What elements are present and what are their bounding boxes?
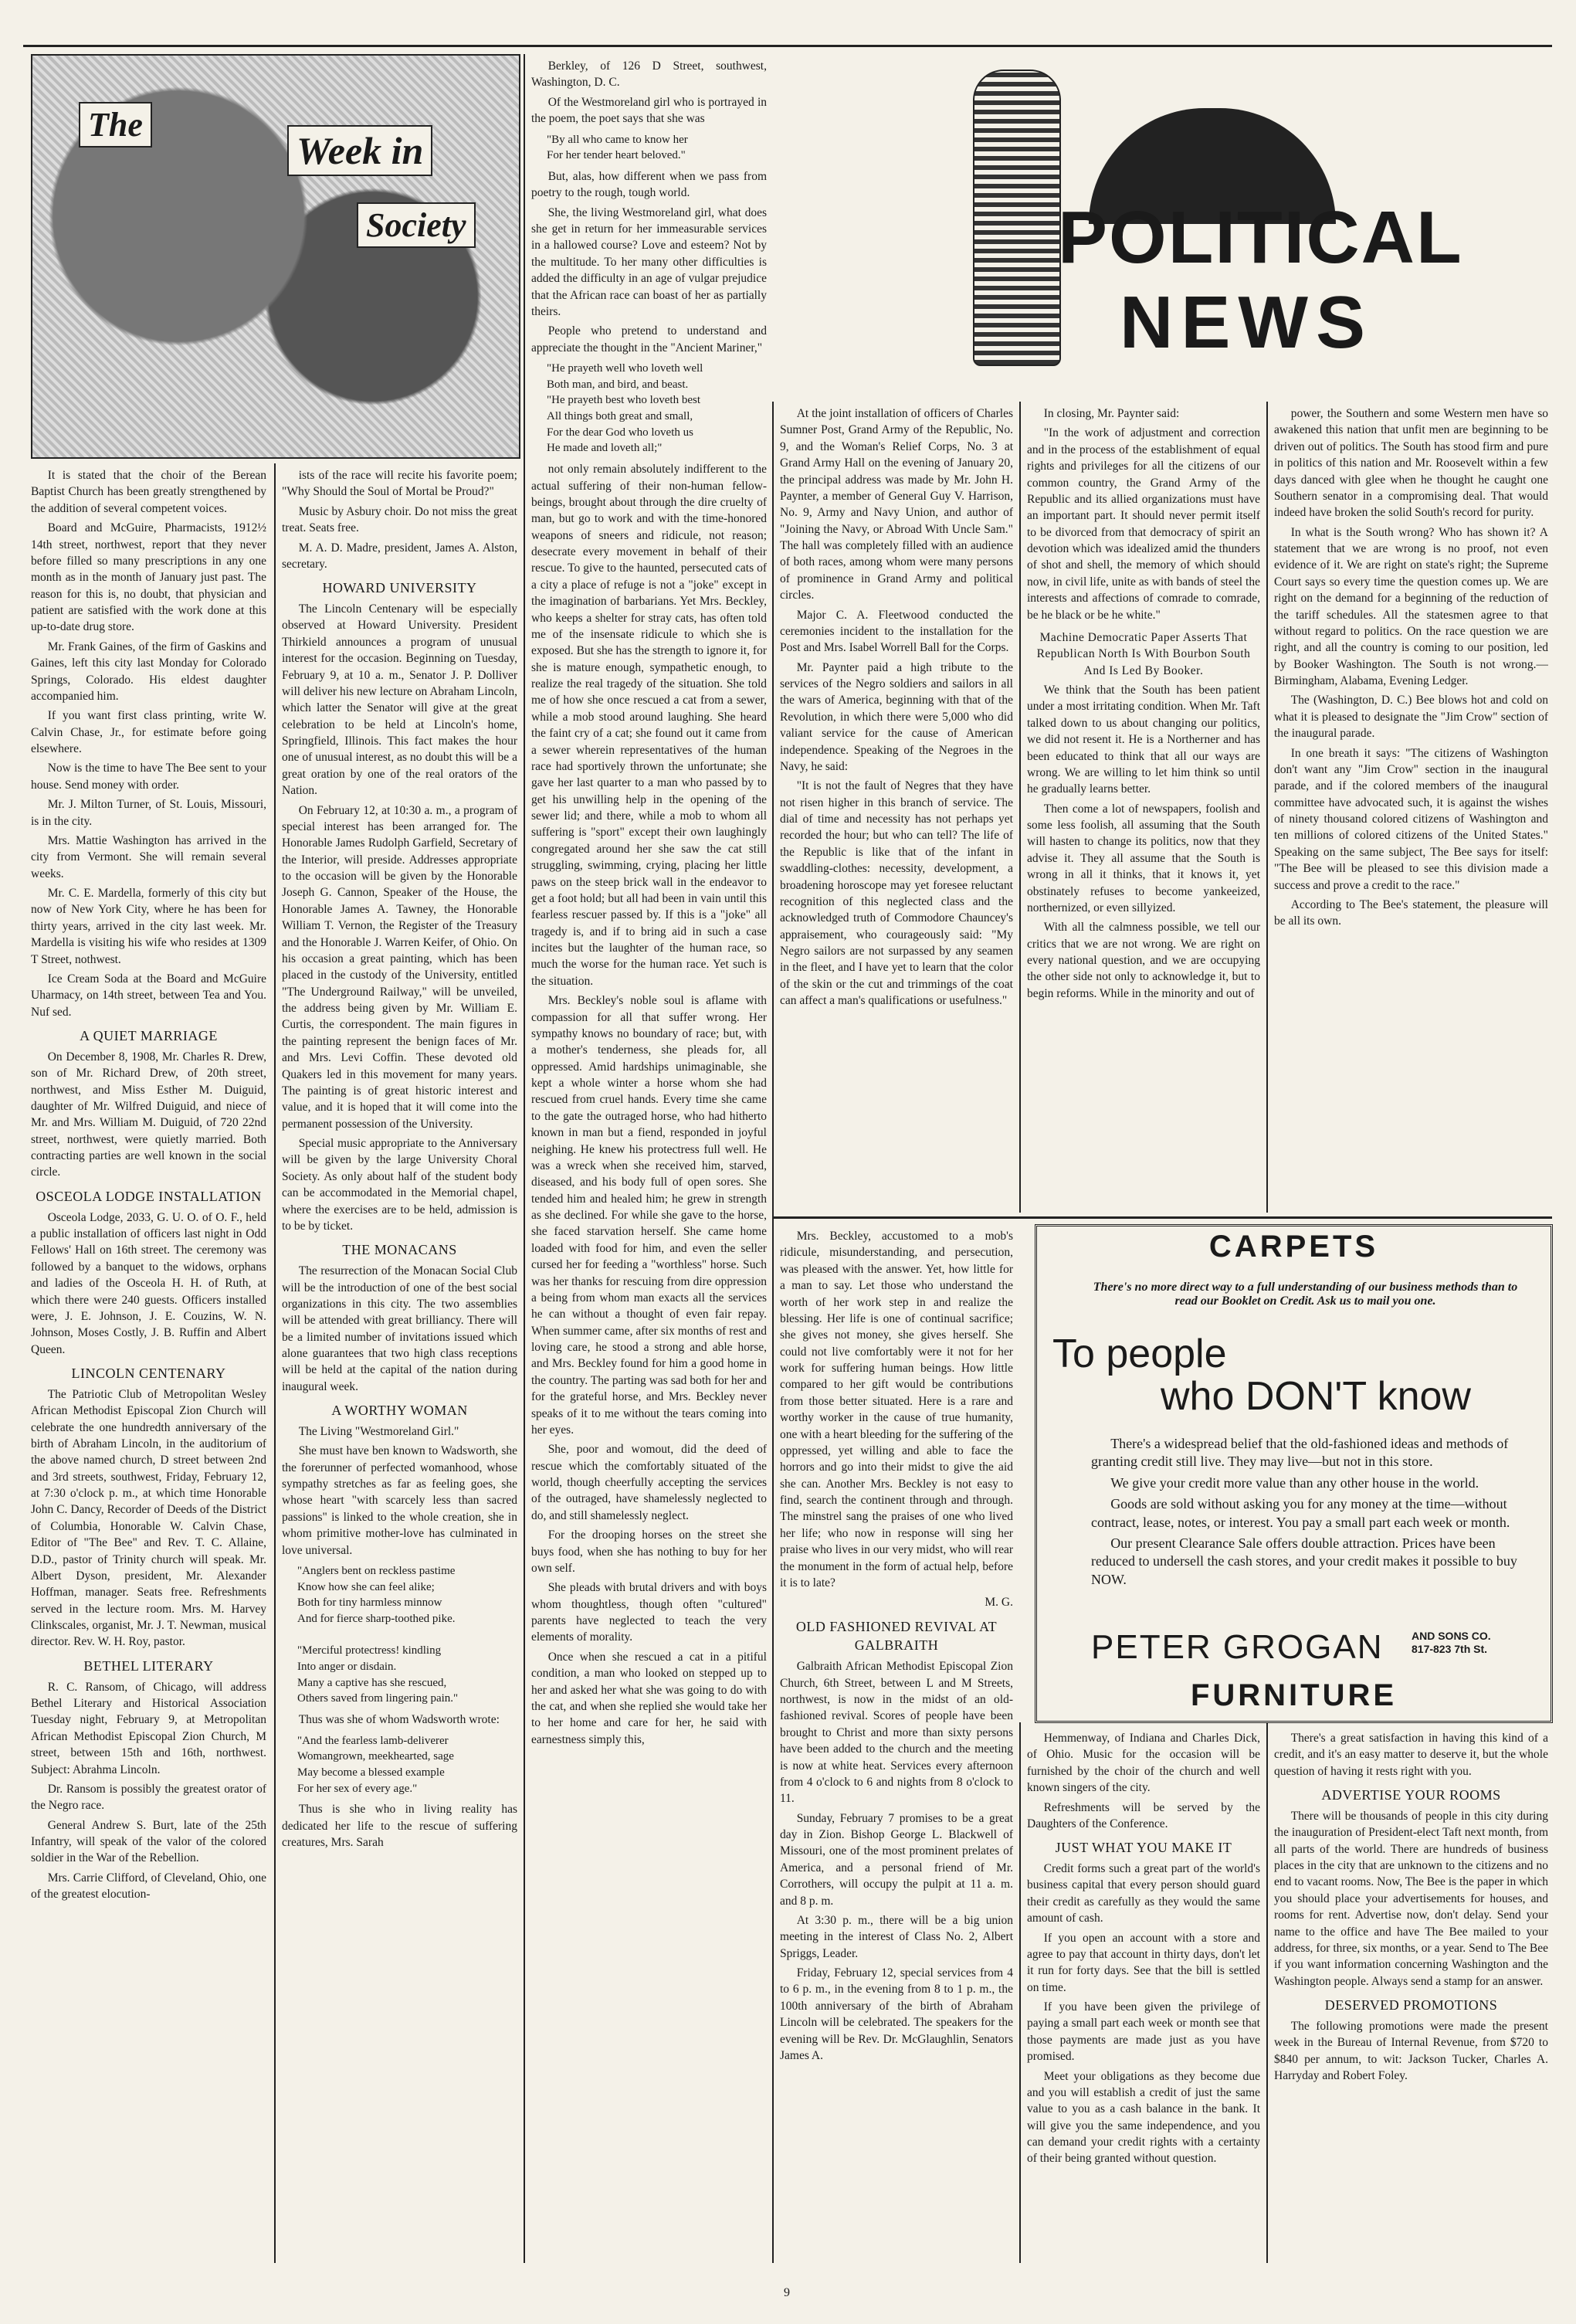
paragraph: power, the Southern and some Western men have so awakened this nation that unfit men are beginning to be driven out of politics. The South has stood firm and pure in politics of this nation and Mr. Roosevelt within a few days danced with glee when he thought he caught one Southern senator in a compromising deal. That would indeed have broken the solid South's record for purity. — [1274, 407, 1548, 520]
heading: LINCOLN CENTENARY — [71, 1366, 226, 1382]
paragraph: General Andrew S. Burt, late of the 25th Infantry, will speak of the valor of the colored soldier in the War of the Rebellion. — [31, 1818, 266, 1865]
paragraph: ists of the race will recite his favorite poem; "Why Should the Soul of Mortal be Proud?" — [282, 469, 517, 499]
paragraph: She pleads with brutal drivers and with boys whom thoughtless, though often "cultured" parents have neglected to teach the very elements of morality. — [531, 1581, 767, 1644]
page-number: 9 — [784, 2286, 790, 2299]
paragraph: Mrs. Mattie Washington has arrived in the city from Vermont. She will remain several weeks. — [31, 833, 266, 880]
paragraph: She, the living Westmoreland girl, what does she get in return for her immeasurable services in a hallowed course? Love and esteem? Not by the multitude. To her many other difficulties is added the difficulty in an age of vulgar prejudice that the African race can boast of her as partially theirs. — [531, 205, 767, 318]
political-title: POLITICAL — [1058, 196, 1463, 279]
masthead-the: The — [79, 102, 152, 148]
poem-quote: "He prayeth well who loveth well Both man, and bird, and beast. "He prayeth best who loveth best All things both great and small, For the dear God who loveth us He made and loveth all;" — [547, 362, 703, 455]
paragraph: In closing, Mr. Paynter said: — [1043, 407, 1180, 420]
masthead-society: Society — [357, 202, 476, 248]
paragraph: Sunday, February 7 promises to be a great day in Zion. Bishop George L. Blackwell of Missouri, one of the most prominent prelates of America, and a personal friend of Mr. Corrothers, will occupy the pulpit at 11 a. m. and 8 p. m. — [780, 1811, 1013, 1908]
column-rule — [1019, 1722, 1021, 2263]
paragraph: The (Washington, D. C.) Bee blows hot and cold on what it is pleased to designate the "Jim Crow" section of the inaugural parade. — [1274, 694, 1548, 741]
paragraph: "It is not the fault of Negres that they have not risen higher in this branch of service. The dial of time and necessity has not perhaps yet recorded the hour; but who can tell? The life of the Republic is like that of the infant in swaddling-clothes: necessity, development, a broadening horoscope may yet foresee reluctant recognition of this neglected class and the acknowledged truth of Commodore Chauncey's appraisement, who courageously said: "My Negro sailors are not surpassed by any seamen in the fleet, and I have yet to learn that the color of the skin or the cut and trimmings of the coat can affect a man's qualifications or usefulness." — [780, 779, 1013, 1008]
paragraph: On December 8, 1908, Mr. Charles R. Drew, son of Mr. Richard Drew, of 20th street, northwest, and Miss Esther M. Duiguid, daughter of Mr. Wilfred Duiguid, and niece of Mr. and Mrs. William M. Duiguid, of 720 22nd street, northwest, were quietly married. Both contracting parties are well known in the social circle. — [31, 1050, 266, 1179]
paragraph: With all the calmness possible, we tell our critics that we are not wrong. We are right on every national question, and we are occupying the other side not only to acknowledge it, but to begin reforms. While in the minority and out of — [1027, 921, 1260, 1000]
column-4-top — [780, 405, 1013, 1213]
paragraph: The resurrection of the Monacan Social Club will be the introduction of one of the best social organizations in this city. The two assemblies will be attended with great brilliancy. There will be a limited number of invitations issued which alone guarantees that two high class receptions will be held at the capital of the nation during inaugural week. — [282, 1264, 517, 1393]
paragraph: Refreshments will be served by the Daughters of the Conference. — [1027, 1800, 1260, 1830]
paragraph: At 3:30 p. m., there will be a big union meeting in the interest of Class No. 2, Albert Spriggs, Leader. — [780, 1913, 1013, 1960]
paragraph: Goods are sold without asking you for any money at the time—without contract, lease, notes, or interest. You pay a small part each week or month. — [1091, 1496, 1510, 1530]
paragraph: M. A. D. Madre, president, James A. Alston, secretary. — [282, 541, 517, 571]
ad-carpets-title: CARPETS — [1208, 1230, 1379, 1264]
paragraph: Osceola Lodge, 2033, G. U. O. of O. F., held a public installation of officers last night in Odd Fellows' Hall on 16th street. The ceremony was followed by a banquet to the widows, orphans and ladies of the Osceola H. H. of Ruth, at which there were 240 guests. Officers installed were, J. E. Johnson, J. E. Couzins, W. N. Johnson, Moses Costly, J. B. Ruffin and Albert Queen. — [31, 1210, 266, 1356]
ad-firm-name: PETER GROGAN — [1091, 1628, 1384, 1666]
paragraph: She, poor and womout, did the deed of rescue which the comfortably situated of the world, though cheerfully accepting the services of the outraged, have shamelessly neglected to do, and still shamelessly neglect. — [531, 1443, 767, 1522]
column-3 — [531, 58, 767, 2267]
paragraph: It is stated that the choir of the Berean Baptist Church has been greatly strengthened by the addition of several competent voices. — [31, 469, 266, 515]
paragraph: Once when she rescued a cat in a pitiful condition, a man who looked on stepped up to her and asked her what she was going to do with the cat, and when she replied she would take her to her home and care for her, he said with earnestness simply this, — [531, 1650, 767, 1746]
paragraph: The following promotions were made the present week in the Bureau of Internal Revenue, from $720 to $840 per annum, to wit: Jackson Tucker, Charles A. Harryday and Robert Foley. — [1274, 2019, 1548, 2083]
paragraph: R. C. Ransom, of Chicago, will address Bethel Literary and Historical Association Tuesday night, February 9, at Metropolitan African Methodist Episcopal Zion Church, M street, between 15th and 16th, northwest. Subject: Abrahma Lincoln. — [31, 1680, 266, 1776]
section-rule — [772, 1216, 1552, 1219]
heading: Machine Democratic Paper Asserts That Republican North Is With Bourbon South And Is Led By Booker. — [1036, 630, 1251, 677]
column-rule — [274, 463, 276, 2263]
column-6-top — [1274, 405, 1548, 1213]
paragraph: Thus is she who in living reality has dedicated her life to the rescue of suffering creatures, Mrs. Sarah — [282, 1803, 517, 1850]
paragraph: Mr. C. E. Mardella, formerly of this city but now of New York City, where he has been for thirty years, arrived in the city last week. Mr. Mardella is visiting his wife who resides at 1309 T Street, nothwest. — [31, 887, 266, 966]
paragraph: We think that the South has been patient under a most irritating condition. When Mr. Taft talked down to us about changing our politics, we did not resent it. He is a Northerner and has been educated to think that all our ways are wrong. We are willing to let him think so until he gradually learns better. — [1027, 684, 1260, 796]
paragraph: But, alas, how different when we pass from poetry to the rough, tough world. — [531, 169, 767, 200]
poem-quote: "By all who came to know her For her tender heart beloved." — [547, 133, 688, 162]
paragraph: At the joint installation of officers of Charles Sumner Post, Grand Army of the Republic, No. 9, and the Woman's Relief Corps, No. 3 at Grand Army Hall on the evening of January 20, the principal address was made by Mr. John H. Paynter, a member of General Guy V. Harrison, No. 9, Army and Navy Union, and author of "Joining the Navy, or Abroad With Uncle Sam." The hall was completely filled with an audience of both races, among whom were many persons of prominence in Grand Army and political circles. — [780, 407, 1013, 602]
paragraph: Meet your obligations as they become due and you will establish a credit of just the same value to you as a cash balance in the bank. It will give you the same independence, and you can demand your credit rights with a certainty of their being granted without question. — [1027, 2069, 1260, 2166]
paragraph: On February 12, at 10:30 a. m., a program of special interest has been arranged for. The Honorable James Rudolph Garfield, Secretary of the Interior, will preside. Addresses appropriate to the occasion will be given by the Honorable Joseph G. Cannon, Speaker of the House, the Honorable James A. Tawney, the Honorable William T. Vernon, the Register of the Treasury and the Honorable J. Warren Keifer, of Ohio. On his occasion a great painting, which has been placed in the custody of the University, entitled "The Underground Railway," will be unveiled, the address being given by Mr. William E. Curtis, the correspondent. The main figures in the painting represent the benign faces of Mr. and Mrs. Levi Coffin. These devoted old Quakers led in this movement for many years. The painting is of great historic interest and value, and it is hoped that it will come into the permanent possession of the University. — [282, 803, 517, 1131]
paragraph: Ice Cream Soda at the Board and McGuire Uharmacy, on 14th street, between Tea and You. Nuf sed. — [31, 972, 266, 1019]
paragraph: Mrs. Beckley, accustomed to a mob's ridicule, misunderstanding, and persecution, was pleased with the answer. Yet, how little for a man to say. Let those who understand the worth of her work step in and realize the blessing. Her life is one of continual sacrifice; she gives not money, she gives herself. She could not live comfortably were it not for her work for suffering human beings. How little compared to her gift would be contributions from those better situated. Here is a rare and worthy worker in the cause of true humanity, one with a heart bleeding for the suffering of the oppressed, yet willing and able to face the horrors and go into their midst to give the aid she can. Another Mrs. Beckley is not easy to find, search the continent through and through. The minstrel sang the praises of one who lived her life; who now in response will sing her praise who lives in our very midst, who will rear the monument in the form of actual help, before it is to late? — [780, 1230, 1013, 1589]
uncle-sam-illustration — [973, 70, 1061, 366]
heading: JUST WHAT YOU MAKE IT — [1055, 1840, 1232, 1856]
column-4-bottom — [780, 1228, 1013, 2267]
heading: THE MONACANS — [342, 1242, 457, 1258]
paragraph: We give your credit more value than any other house in the world. — [1110, 1474, 1479, 1491]
paragraph: Thus was she of whom Wadsworth wrote: — [298, 1713, 500, 1727]
paragraph: There's a widespread belief that the old-fashioned ideas and methods of granting credit still live. They may live—but not in this store. — [1091, 1436, 1509, 1470]
paragraph: There will be thousands of people in this city during the inauguration of President-elect Taft next month, from all parts of the world. There are hundreds of business places in the city that are unknown to the citizens and no end to vacant rooms. Now, The Bee is the paper in which you should place your advertisements for houses, and rooms for rent. Advertise now, don't delay. Send your name to the office and have The Bee mailed to your address, for three, six months, or a year. Send to The Bee if you want information concerning Washington and the Washington people. Always send a stamp for an answer. — [1274, 1809, 1548, 1988]
column-rule — [1266, 1722, 1268, 2263]
paragraph: Mr. Frank Gaines, of the firm of Gaskins and Gaines, left this city last Monday for Colorado Springs, Colorado. His eldest daughter accompanied him. — [31, 640, 266, 703]
paragraph: Galbraith African Methodist Episcopal Zion Church, 6th Street, between L and M Streets, northwest, is now in the midst of an old-fashioned revival. Scores of people have been brought to Christ and more than sixty persons have been added to the church and the meeting is now at white heat. Services every afternoon from 4 o'clock to 6 and nights from 8 o'clock to 11. — [780, 1660, 1013, 1806]
heading: A WORTHY WOMAN — [331, 1403, 468, 1419]
signature: M. G. — [985, 1596, 1013, 1610]
ad-headline-2: who DON'T know — [1161, 1374, 1471, 1419]
paragraph: Berkley, of 126 D Street, southwest, Washington, D. C. — [531, 59, 767, 90]
paragraph: Our present Clearance Sale offers double attraction. Prices have been reduced to undersell the cash stores, and your credit makes it possible to buy NOW. — [1091, 1535, 1517, 1587]
masthead-week-in: Week in — [287, 125, 432, 176]
paragraph: not only remain absolutely indifferent to the actual suffering of their non-human fellow-beings, brought about through the dire cruelty of man, but go to work and with the time-honored weapons of sneers and ridicule, not reason; desecrate every movement in behalf of their rescue. To give to the haunted, persecuted cats of a city a place of refuge is not a "joke" except in the imagination of barbarians. Yet Mrs. Beckley, who keeps a shelter for stray cats, has often told me of the insensate ridicule to which she is exposed. But she has the strength to ignore it, for she is mature enough, sympathetic enough, to realize the real tragedy of the situation. She told me of how she once rescued a cat from a sewer, while a mob stood around laughing. She heard the faint cry of a cat; she found out it came from a sewer wherein representatives of the human race had sportively thrown the unfortunate; she gave her last quarter to a man who passed by to get his unwilling help in the opening of the sewer lid; and there, while a mob to whom all suffering is "sport" except their own laughingly congregated around her she saw the cat still struggling, swimming, crying, placing her little paws on the steep brick wall in the endeavor to get a foot hold; but all had been in vain until this fearless rescuer passed by. If this is a "joke" all tragedy is, and if to bring aid in such a case incites but the laughter of the human race, so much the worse for the human race. Yet such is the situation. — [531, 463, 767, 988]
paragraph: Of the Westmoreland girl who is portrayed in the poem, the poet says that she was — [531, 95, 767, 126]
paragraph: Mrs. Beckley's noble soul is aflame with compassion for all that suffer wrong. Her sympathy knows no boundary of race; but, with a mother's tenderness, she pleads for, all oppressed. Amid hardships unimaginable, she kept a whole winter a horse whom she had rescued from cruel hands. Every time she came to the gate the outraged horse, who had hitherto known in man but a fiend, responded in joyful neighing. He knew his protectress full well. He was a wreck when she received him, starved, diseased, and his body full of open sores. She tended him and healed him; he grew in strength as she declined. For while she gave to the horse, she faced starvation herself. She came home loaded with food for him, and even the seller cursed her for feeding a "worthless" horse. Such was her thanks for rescuing from dire oppression a being from whom man exacts all the services he can without a thought of even fair repay. When summer came, after six months of rest and loving care, he stood a strong and able horse, and Mrs. Beckley found for him a good home in the country. The parting was sad both for her and for the grateful horse, and Mrs. Beckley never speaks of it to me without the tears coming into her eyes. — [531, 994, 767, 1437]
heading: A QUIET MARRIAGE — [80, 1028, 218, 1043]
society-masthead-illustration — [31, 54, 520, 459]
top-rule — [23, 45, 1552, 47]
political-news-masthead — [888, 54, 1548, 386]
ad-headline-1: To people — [1052, 1332, 1227, 1376]
column-rule — [1266, 402, 1268, 1213]
column-rule — [524, 54, 525, 2263]
paragraph: Now is the time to have The Bee sent to your house. Send money with order. — [31, 762, 266, 792]
ad-firm-details — [1412, 1630, 1491, 1656]
column-rule — [1019, 402, 1021, 1213]
paragraph: The Patriotic Club of Metropolitan Wesley African Methodist Episcopal Zion Church will celebrate the one hundredth anniversary of the birth of Abraham Lincoln, in the auditorium of the above named church, D street between 2nd and 3rd streets, southwest, Friday, February 12, at 7:30 o'clock p. m., at which time Honorable John C. Dancy, Recorder of Deeds of the District of Columbia, Honorable W. Calvin Chase, Editor of "The Bee" and Rev. T. C. Allaine, D.D., pastor of Trinity church will speak. Mr. Albert Dyson, president, Mr. Alexander Hoffman, manager. Seats free. Refreshments served in the lecture room. Mrs. M. Harvey Clinkscales, organist, Mr. J. T. Newman, musical director. Rev. W. H. Roy, pastor. — [31, 1387, 266, 1649]
ad-firm-address: 817-823 7th St. — [1412, 1642, 1488, 1655]
paragraph: Mr. J. Milton Turner, of St. Louis, Missouri, is in the city. — [31, 798, 266, 828]
column-5-bottom — [1027, 1730, 1260, 2267]
paragraph: Special music appropriate to the Anniversary will be given by the large University Choral Society. As only about half of the student body can be accommodated in the Memorial chapel, where the exercises are to be held, admission is to be by ticket. — [282, 1137, 517, 1233]
column-6-bottom — [1274, 1730, 1548, 2267]
paragraph: She must have ben known to Wadsworth, she the forerunner of perfected womanhood, whose sympathy stretches as far as feeling goes, she whose heart "with scarcely less than sacred passions" is linked to the whole creation, she in whom primitive mother-love has culminated in love universal. — [282, 1444, 517, 1557]
paragraph: Credit forms such a great part of the world's business capital that every person should guard their credit as carefully as they would the same amount of cash. — [1027, 1862, 1260, 1925]
paragraph: If you have been given the privilege of paying a small part each week or month see that those payments are made just as you have promised. — [1027, 2000, 1260, 2064]
heading: BETHEL LITERARY — [83, 1657, 214, 1674]
ad-body — [1091, 1435, 1527, 1592]
news-title: NEWS — [1120, 281, 1373, 364]
heading: OLD FASHIONED REVIVAL AT GALBRAITH — [795, 1618, 998, 1654]
column-1 — [31, 467, 266, 2267]
paragraph: In one breath it says: "The citizens of Washington don't want any "Jim Crow" section in the inaugural parade, and if the colored members of the inaugural committee have advocated such, it is against the wishes of ninety thousand colored citizens of Washington and ten millions of colored citizens of the United States." Speaking on the same subject, The Bee says for itself: "The Bee will be pleased to see this division made a success and prove a credit to the race." — [1274, 746, 1548, 892]
paragraph: Dr. Ransom is possibly the greatest orator of the Negro race. — [31, 1782, 266, 1813]
paragraph: Music by Asbury choir. Do not miss the great treat. Seats free. — [282, 504, 517, 535]
paragraph: The Lincoln Centenary will be especially observed at Howard University. President Thirkield announces a program of unusual interest for the occasion. Beginning on Tuesday, February 9, at 10 a. m., Senator J. P. Dolliver will deliver his new lecture on Abraham Lincoln, which latter the Senator will give at the great celebration to be held at Lincoln's home, Springfield, Illinois. This fact makes the hour one of unusual interest, as no doubt this will be a great oration by one of the real orators of the Nation. — [282, 602, 517, 798]
heading: HOWARD UNIVERSITY — [322, 580, 477, 596]
paragraph: People who pretend to understand and appreciate the thought in the "Ancient Mariner," — [531, 324, 767, 355]
paragraph: There's a great satisfaction in having this kind of a credit, and it's an easy matter to deserve it, but the whole question of having it rests right with you. — [1274, 1732, 1548, 1778]
paragraph: For the drooping horses on the street she buys food, when she has nothing to buy for her own self. — [531, 1528, 767, 1575]
paragraph: Hemmenway, of Indiana and Charles Dick, of Ohio. Music for the occasion will be furnished by the choir of the church and well known singers of the city. — [1027, 1732, 1260, 1795]
poem-quote: "And the fearless lamb-deliverer Womangrown, meekhearted, sage May become a blessed example For her sex of every age." — [297, 1734, 454, 1795]
paragraph: If you open an account with a store and agree to pay that account in thirty days, don't let it run for forty days. See that the bill is settled on time. — [1027, 1931, 1260, 1994]
heading: OSCEOLA LODGE INSTALLATION — [36, 1188, 262, 1204]
ad-intro: There's no more direct way to a full understanding of our business methods than to read our Booklet on Credit. Ask us to mail you one. — [1093, 1281, 1518, 1308]
paragraph: If you want first class printing, write W. Calvin Chase, Jr., for estimate before going elsewhere. — [31, 709, 266, 755]
paragraph: In what is the South wrong? Who has shown it? A statement that we are wrong is no proof, not even evidence of it. We are right on state's right; the Supreme Court says so every time the question comes up. We are right on the demand for a beginning of the reduction of the tariff schedules. All the statesmen agree to that without regard to politics. On the race question we are right, and all the country is coming to our position, led by Booker Washington. The South is not wrong.—Birmingham, Alabama, Evening Ledger. — [1274, 525, 1548, 687]
paragraph: "In the work of adjustment and correction and in the process of the establishment of equal rights and privileges for all the citizens of our common country, the Grand Army of the Republic and its allied organizations must have an important part. It should never permit itself to be divorced from that democracy of spirit an devotion which was idealized amid the thunders of shot and shell, the memory of which should now, in civil life, unite as with bands of steel the interests and affections of comrade to comrade, be he black or be he white." — [1027, 426, 1260, 622]
heading: ADVERTISE YOUR ROOMS — [1321, 1787, 1501, 1803]
paragraph: Mrs. Carrie Clifford, of Cleveland, Ohio, one of the greatest elocution- — [31, 1871, 266, 1902]
paragraph: Friday, February 12, special services from 4 to 6 p. m., in the evening from 8 to 1 p. m., the 100th anniversary of the birth of Abraham Lincoln will be celebrated. The speakers for the evening will be Rev. Dr. McGlaughlin, Senators James A. — [780, 1966, 1013, 2062]
heading: DESERVED PROMOTIONS — [1324, 1997, 1498, 2014]
ad-firm-sons: AND SONS CO. — [1412, 1630, 1491, 1642]
peter-grogan-advertisement — [1035, 1224, 1553, 1723]
ad-furniture-title: FURNITURE — [1190, 1678, 1398, 1712]
paragraph: The Living "Westmoreland Girl." — [298, 1424, 459, 1438]
column-5-top — [1027, 405, 1260, 1213]
paragraph: Then come a lot of newspapers, foolish and some less foolish, all assuming that the South will hasten to change its politics, now that they advise it. They all assume that the South is wrong in all it thinks, that it knows it, yet obstinately refuses to become yankeeized, northernized, or even sillyized. — [1027, 802, 1260, 914]
poem-quote: "Anglers bent on reckless pastime Know how she can feel alike; Both for tiny harmless minnow And for fierce sharp-toothed pike. "Merciful protectress! kindling Into anger or disdain. Many a captive has she rescued, Others saved from lingering pain." — [297, 1564, 459, 1705]
column-2 — [282, 467, 517, 2267]
column-rule — [772, 402, 774, 2263]
paragraph: According to The Bee's statement, the pleasure will be all its own. — [1274, 897, 1548, 928]
paragraph: Mr. Paynter paid a high tribute to the services of the Negro soldiers and sailors in all the wars of America, beginning with that of the Revolution, in which there were 5,000 who did valiant service for the cause of American independence. Speaking of the Negroes in the Navy, he said: — [780, 660, 1013, 773]
paragraph: Board and McGuire, Pharmacists, 1912½ 14th street, northwest, report that they never before filled so many prescriptions in any one month as in the month of January just past. The reason for this is, no doubt, that physician and patient are satisfied with the work done at this up-to-date drug store. — [31, 521, 266, 634]
paragraph: Major C. A. Fleetwood conducted the ceremonies incident to the installation for the Post and Mrs. Isabel Worrell Ball for the Corps. — [780, 608, 1013, 655]
